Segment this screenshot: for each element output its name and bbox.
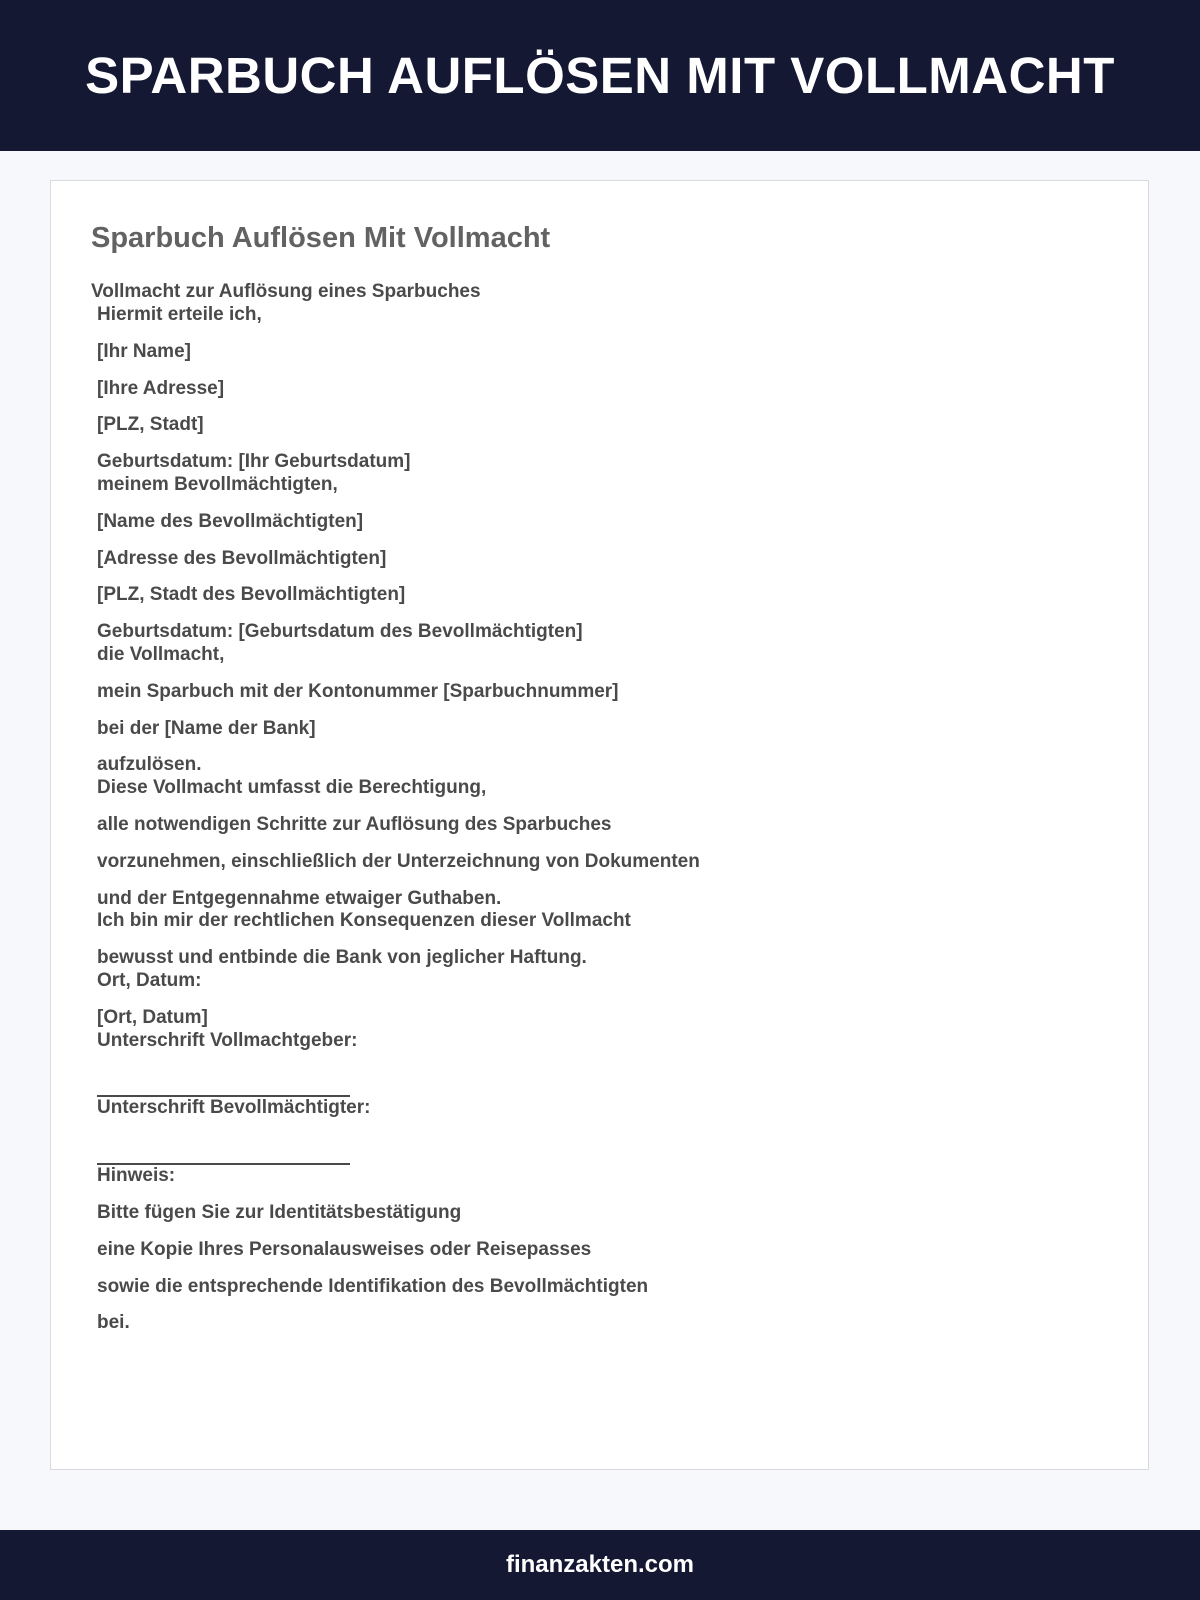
text-line: bewusst und entbinde die Bank von jeglicher Haftung. [97,947,587,969]
text-line: meinem Bevollmächtigten, [97,473,338,495]
text-line: [PLZ, Stadt] [97,414,204,436]
text-line: aufzulösen. [97,754,202,776]
scope-section [97,777,700,910]
text-line: Diese Vollmacht umfasst die Berechtigung, [97,777,487,799]
text-line: [Adresse des Bevollmächtigten] [97,547,387,569]
site-header [0,0,1200,151]
text-line: bei der [Name der Bank] [97,717,316,739]
text-line: Hiermit erteile ich, [97,304,262,325]
site-footer [0,1530,1200,1600]
text-line: und der Entgegennahme etwaiger Guthaben. [97,887,502,909]
liability-section [97,910,700,970]
page-banner-title: SPARBUCH AUFLÖSEN MIT VOLLMACHT [85,47,1115,104]
text-line: Hinweis: [97,1165,176,1187]
grantor-section [97,304,700,474]
text-line: [PLZ, Stadt des Bevollmächtigten] [97,584,406,606]
text-line: Ort, Datum: [97,969,202,991]
text-line: vorzunehmen, einschließlich der Unterzeichnung von Dokumenten [97,850,700,872]
footer-site-name: finanzakten.com [505,1551,695,1578]
text-line: Ich bin mir der rechtlichen Konsequenzen dieser Vollmacht [97,910,631,932]
signature-agent-label: Unterschrift Bevollmächtigter: [97,1097,371,1119]
document-title: Sparbuch Auflösen Mit Vollmacht [91,222,551,254]
agent-section [97,474,700,644]
document-card [50,180,1149,1470]
signature-grantor-label: Unterschrift Vollmachtgeber: [97,1029,358,1051]
text-line: [Ihr Name] [97,340,191,362]
mandate-section [97,644,700,777]
document-subtitle: Vollmacht zur Auflösung eines Sparbuches [91,281,481,302]
text-line: alle notwendigen Schritte zur Auflösung des Sparbuches [97,813,612,835]
signature-agent-section [97,1097,700,1165]
text-line: Geburtsdatum: [Geburtsdatum des Bevollmächtigten] [97,621,583,643]
text-line: mein Sparbuch mit der Kontonummer [Sparbuchnummer] [97,680,619,702]
text-line: die Vollmacht, [97,643,225,665]
place-date-section [97,970,700,1030]
text-line: sowie die entsprechende Identifikation des Bevollmächtigten [97,1275,649,1297]
text-line: eine Kopie Ihres Personalausweises oder Reisepasses [97,1238,592,1260]
text-line: Bitte fügen Sie zur Identitätsbestätigung [97,1201,462,1223]
text-line: [Name des Bevollmächtigten] [97,510,364,532]
signature-grantor-section [97,1030,700,1098]
text-line: Geburtsdatum: [Ihr Geburtsdatum] [97,451,411,473]
text-line: bei. [97,1312,130,1334]
text-line: [Ihre Adresse] [97,377,225,399]
document-body [97,304,700,1335]
note-section [97,1165,700,1335]
text-line: [Ort, Datum] [97,1006,208,1028]
